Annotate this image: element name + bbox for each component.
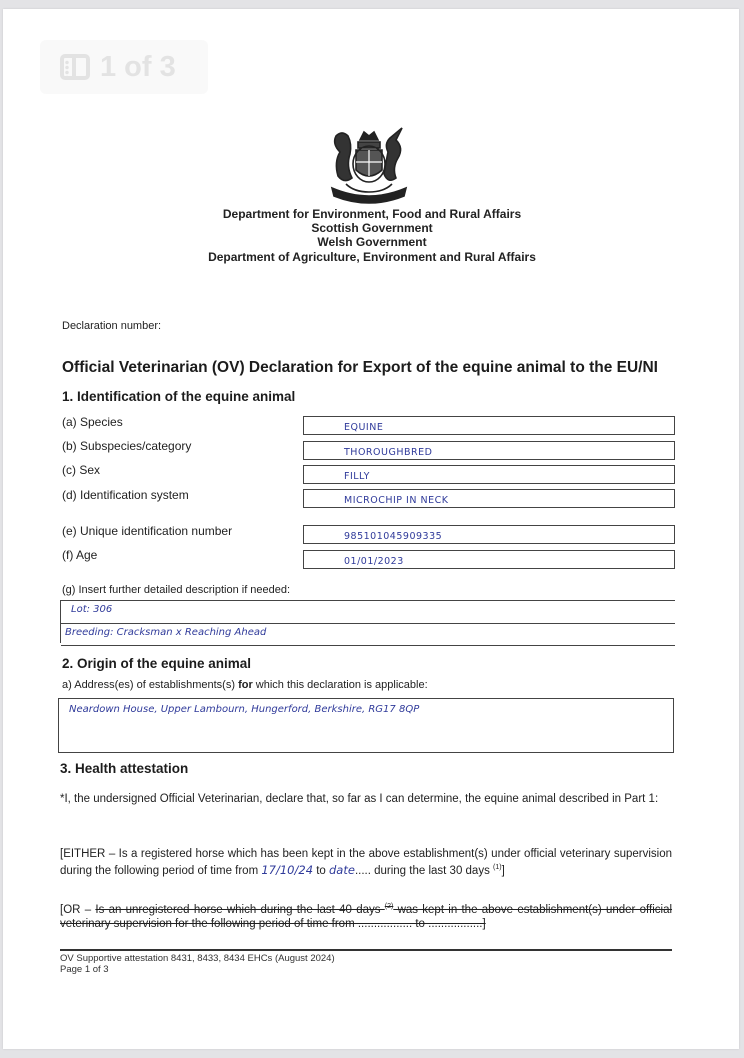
description-box[interactable]: [60, 600, 675, 643]
footer-divider: [60, 949, 672, 951]
unique-id-field[interactable]: 985101045909335: [303, 525, 675, 544]
department-line-4: Department of Agriculture, Environment and Rural Affairs: [208, 250, 536, 264]
identification-system-label: (d) Identification system: [62, 488, 189, 502]
page-indicator-label: 1 of 3: [100, 50, 176, 83]
from-date[interactable]: 17/10/24: [261, 862, 314, 877]
species-field[interactable]: EQUINE: [303, 416, 675, 435]
page-title: Official Veterinarian (OV) Declaration for Export of the equine animal to the EU/NI: [62, 359, 658, 376]
declaration-number-label: Declaration number:: [62, 320, 162, 332]
department-line-3: Welsh Government: [317, 235, 427, 249]
section-3-heading: 3. Health attestation: [60, 761, 189, 776]
unique-id-label: (e) Unique identification number: [62, 524, 233, 538]
address-field[interactable]: [58, 698, 674, 753]
age-label: (f) Age: [62, 548, 98, 562]
subspecies-label: (b) Subspecies/category: [62, 439, 192, 453]
either-clause: [EITHER – Is a registered horse which has been kept in the above establishment(s) under official veterinary supervision during the following period of time from 17/10/24 to date..... during the last 30 days $^{(1)}$]: [60, 848, 672, 877]
declaration-intro: *I, the undersigned Official Veterinarian, declare that, so far as I can determine, the equine animal described in Part 1:: [60, 793, 659, 805]
section-1-heading: 1. Identification of the equine animal: [62, 389, 296, 404]
age-field[interactable]: 01/01/2023: [303, 550, 675, 569]
section-2-heading: 2. Origin of the equine animal: [62, 656, 252, 671]
address-value: Neardown House, Upper Lambourn, Hungerford, Berkshire, RG17 8QP: [69, 704, 420, 715]
royal-coat-of-arms-icon: [324, 126, 414, 204]
sex-field[interactable]: FILLY: [303, 465, 675, 484]
sex-label: (c) Sex: [62, 463, 101, 477]
description-label: (g) Insert further detailed description if needed:: [62, 584, 291, 596]
department-line-1: Department for Environment, Food and Rural Affairs: [222, 207, 522, 221]
sidebar-icon: [60, 54, 90, 80]
footer-attestation: OV Supportive attestation 8431, 8433, 8434 EHCs (August 2024): [60, 953, 335, 964]
description-line-1: Lot: 306: [71, 604, 113, 615]
page-indicator[interactable]: [40, 40, 208, 94]
description-line-2: Breeding: Cracksman x Reaching Ahead: [65, 627, 267, 638]
or-clause: [OR – Is an unregistered horse which during the last 40 days $^{(2)}$ was kept in the above establishment(s) under official veterinary supervision for the following period of time from ................. to .................]: [60, 903, 673, 930]
address-label: a) Address(es) of establishments(s) for which this declaration is applicable:: [62, 679, 428, 691]
footer-page-number: Page 1 of 3: [60, 964, 109, 975]
species-label: (a) Species: [62, 415, 123, 429]
to-date[interactable]: date: [329, 862, 355, 877]
department-line-2: Scottish Government: [311, 221, 433, 235]
identification-system-field[interactable]: MICROCHIP IN NECK: [303, 489, 675, 508]
subspecies-field[interactable]: THOROUGHBRED: [303, 441, 675, 460]
